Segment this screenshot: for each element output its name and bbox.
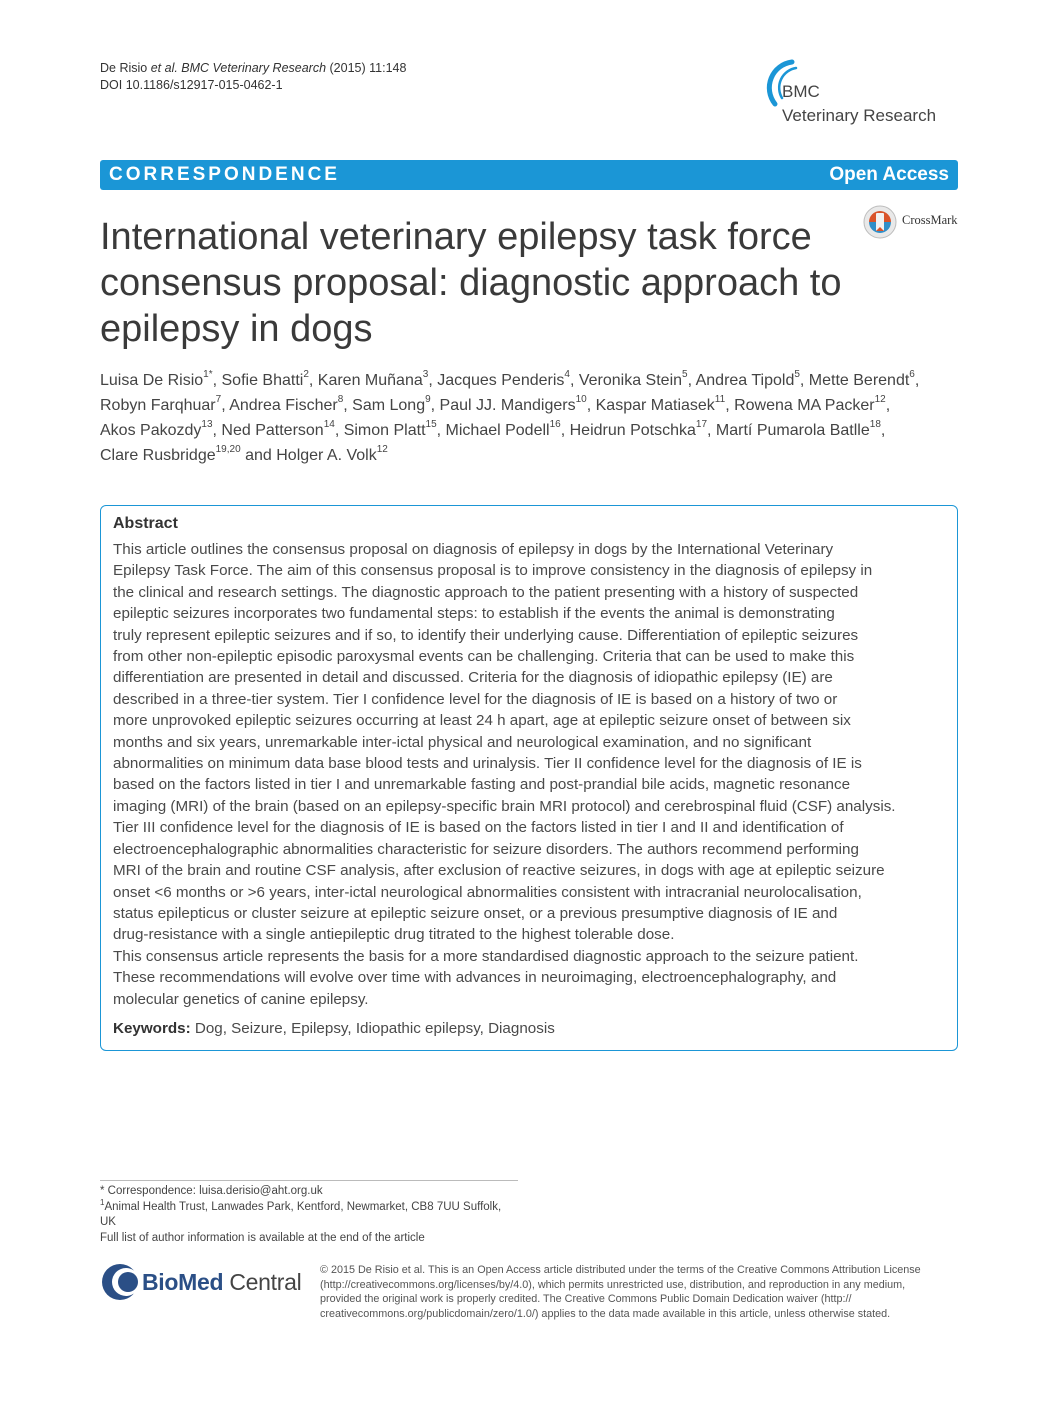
keywords-list: Dog, Seizure, Epilepsy, Idiopathic epilepsy, Diagnosis — [190, 1019, 555, 1037]
author-name[interactable]: Clare Rusbridge — [100, 447, 216, 464]
biomed-central-wordmark — [142, 1269, 301, 1296]
author-name[interactable]: Martí Pumarola Batlle — [715, 422, 870, 439]
keywords — [113, 1018, 945, 1039]
author-separator: , — [212, 372, 222, 389]
biomed-word: BioMed — [142, 1269, 224, 1295]
title-line: International veterinary epilepsy task force — [100, 216, 812, 258]
author-affiliation-number: 3 — [422, 368, 429, 380]
citation-journal: et al. BMC Veterinary Research — [150, 61, 327, 75]
author-separator: , — [560, 422, 570, 439]
affiliation-country: UK — [100, 1216, 116, 1228]
central-word: Central — [223, 1269, 302, 1295]
abstract-line: This consensus article represents the basis for a more standardised diagnostic approach to the seizure patient. — [113, 947, 859, 965]
abstract-line: from other non-epileptic episodic paroxysmal events can be challenging. Criteria that can be used to make this — [113, 648, 855, 666]
abstract-line: drug-resistance with a single antiepileptic drug titrated to the highest tolerable dose. — [113, 926, 675, 944]
author-affiliation-number: 16 — [549, 418, 561, 430]
author-separator: , — [586, 397, 596, 414]
author-separator: , — [428, 372, 438, 389]
author-affiliation-number: 7 — [215, 393, 222, 405]
author-separator: , — [914, 372, 920, 389]
author-separator: , — [343, 397, 353, 414]
doi[interactable]: DOI 10.1186/s12917-015-0462-1 — [100, 78, 283, 92]
abstract-line: electroencephalographic abnormalities characteristic for seizure disorders. The authors recommend performing — [113, 840, 859, 858]
journal-name: Veterinary Research — [782, 106, 937, 125]
license-line: © 2015 De Risio et al. This is an Open Access article distributed under the terms of the Creative Commons Attribution License — [320, 1264, 921, 1276]
author-separator: , — [799, 372, 809, 389]
author-separator: , — [885, 397, 891, 414]
author-name[interactable]: Kaspar Matiasek — [595, 397, 715, 414]
abstract-text — [113, 539, 945, 1010]
abstract-line: molecular genetics of canine epilepsy. — [113, 990, 369, 1008]
author-line — [100, 443, 970, 468]
affiliation-text: Animal Health Trust, Lanwades Park, Kentford, Newmarket, CB8 7UU Suffolk, — [104, 1200, 502, 1213]
affiliation-line — [100, 1197, 520, 1216]
author-name[interactable]: Ned Patterson — [221, 422, 324, 439]
author-name[interactable]: Luisa De Risio — [100, 372, 204, 389]
author-name[interactable]: Simon Platt — [343, 422, 426, 439]
author-affiliation-number: 5 — [794, 368, 800, 380]
author-separator: , — [880, 422, 886, 439]
citation-header — [100, 60, 406, 94]
author-affiliation-number: 17 — [695, 418, 708, 430]
author-name[interactable]: Rowena MA Packer — [734, 397, 875, 414]
author-separator: , — [430, 397, 440, 414]
correspondence-email[interactable]: * Correspondence: luisa.derisio@aht.org.uk — [100, 1185, 323, 1197]
author-name[interactable]: Karen Muñana — [317, 372, 423, 389]
license-line: creativecommons.org/publicdomain/zero/1.0/) applies to the data made available in this article, unless otherwise stated. — [320, 1307, 891, 1320]
abstract-line: status epilepticus or cluster seizure at epileptic seizure onset, or a previous presumptive diagnosis of IE and — [113, 904, 838, 922]
keywords-label: Keywords: — [113, 1019, 191, 1037]
author-affiliation-number: 1* — [203, 368, 213, 380]
author-separator: , — [687, 372, 696, 389]
author-name[interactable]: Heidrun Potschka — [569, 422, 696, 439]
footnotes — [100, 1184, 520, 1246]
abstract-line: based on the factors listed in tier I and unremarkable fasting and post-prandial bile acids, magnetic resonance — [113, 776, 851, 794]
abstract-line: described in a three-tier system. Tier I confidence level for the diagnosis of IE is based on a history of two or — [113, 690, 838, 708]
biomed-central-logo[interactable] — [100, 1262, 310, 1306]
author-separator: , — [212, 422, 222, 439]
author-affiliation-number: 14 — [323, 418, 335, 430]
abstract-line: abnormalities on minimum data base blood tests and urinalysis. Tier II confidence level for the diagnosis of IE is — [113, 755, 862, 773]
author-name[interactable]: Michael Podell — [445, 422, 550, 439]
author-separator: and — [240, 447, 277, 464]
abstract-line: more unprovoked epileptic seizures occurring at least 24 h apart, age at epileptic seizure onset of between six — [113, 712, 851, 730]
abstract-line: This article outlines the consensus proposal on diagnosis of epilepsy in dogs by the International Veterinary — [113, 541, 834, 558]
author-separator: , — [308, 372, 318, 389]
author-affiliation-number: 11 — [714, 393, 726, 405]
author-name[interactable]: Andrea Fischer — [229, 397, 338, 414]
author-line — [100, 418, 970, 443]
author-separator: , — [436, 422, 446, 439]
author-name[interactable]: Paul JJ. Mandigers — [439, 397, 576, 414]
citation-authors: De Risio — [100, 61, 148, 75]
author-affiliation-number: 8 — [337, 393, 344, 405]
author-affiliation-number: 4 — [564, 368, 570, 380]
author-separator: , — [725, 397, 735, 414]
author-affiliation-number: 10 — [575, 393, 587, 405]
author-name[interactable]: Robyn Farqhuar — [100, 397, 216, 414]
author-name[interactable]: Sofie Bhatti — [221, 372, 304, 389]
article-type: CORRESPONDENCE — [109, 164, 340, 185]
author-affiliation-number: 12 — [376, 443, 388, 455]
license-line: provided the original work is properly credited. The Creative Commons Public Domain Dedication waiver (http:// — [320, 1293, 852, 1306]
author-name[interactable]: Sam Long — [352, 397, 426, 414]
article-title — [100, 214, 890, 352]
abstract-line: differentiation are presented in detail and discussed. Criteria for the diagnosis of idiopathic epilepsy (IE) are — [113, 669, 833, 687]
abstract-line: MRI of the brain and routine CSF analysis, after exclusion of reactive seizures, in dogs with age at epileptic seizure — [113, 862, 885, 880]
author-line — [100, 368, 970, 393]
author-name[interactable]: Holger A. Volk — [276, 447, 377, 464]
author-separator: , — [221, 397, 230, 414]
abstract-line: These recommendations will evolve over time with advances in neuroimaging, electroencephalography, and — [113, 969, 837, 987]
author-name[interactable]: Veronika Stein — [578, 372, 683, 389]
author-name[interactable]: Akos Pakozdy — [100, 422, 202, 439]
open-access-label: Open Access — [829, 164, 949, 185]
author-affiliation-number: 9 — [425, 393, 431, 405]
footnote-divider — [100, 1180, 518, 1181]
title-line: consensus proposal: diagnostic approach to — [100, 262, 842, 304]
affiliation-number: 1 — [100, 1197, 105, 1207]
author-list — [100, 368, 970, 468]
abstract-line: imaging (MRI) of the brain (based on an epilepsy-specific brain MRI protocol) and cerebrospinal fluid (CSF) analysis. — [113, 797, 896, 815]
author-affiliation-number: 2 — [303, 368, 309, 380]
abstract-line: epileptic seizures incorporates two fundamental steps: to establish if the events the animal is demonstrating — [113, 605, 835, 623]
author-affiliation-number: 15 — [425, 418, 437, 430]
author-affiliation-number: 13 — [201, 418, 213, 430]
abstract-box — [100, 505, 958, 1051]
abstract-heading: Abstract — [113, 515, 178, 532]
author-affiliation-number: 18 — [869, 418, 881, 430]
citation-line — [100, 60, 406, 77]
author-name[interactable]: Jacques Penderis — [437, 372, 565, 389]
author-affiliation-number: 12 — [874, 393, 886, 405]
author-affiliation-number: 19,20 — [215, 443, 241, 455]
title-line: epilepsy in dogs — [100, 308, 373, 350]
crossmark-label: CrossMark — [902, 213, 958, 227]
abstract-line: the clinical and research settings. The diagnostic approach to the patient presenting with a history of suspected — [113, 583, 859, 601]
author-affiliation-number: 6 — [909, 368, 915, 380]
author-name[interactable]: Andrea Tipold — [695, 372, 795, 389]
abstract-line: months and six years, unremarkable inter-ictal physical and neurological examination, and no significant — [113, 733, 812, 751]
author-separator: , — [334, 422, 344, 439]
license-text — [320, 1263, 960, 1321]
author-info-note: Full list of author information is available at the end of the article — [100, 1231, 425, 1244]
abstract-line: Tier III confidence level for the diagnosis of IE is based on the factors listed in tier I and II and identification of — [113, 819, 844, 837]
abstract-line: Epilepsy Task Force. The aim of this consensus proposal is to improve consistency in the diagnosis of epilepsy in — [113, 562, 873, 580]
author-affiliation-number: 5 — [682, 368, 688, 380]
license-line: (http://creativecommons.org/licenses/by/4.0), which permits unrestricted use, distribution, and reproduction in any medium, — [320, 1278, 906, 1291]
author-line — [100, 393, 970, 418]
abstract-line: truly represent epileptic seizures and if so, to identify their underlying cause. Differentiation of epileptic seizures — [113, 626, 859, 644]
biomed-central-icon — [100, 1262, 140, 1302]
abstract-line: onset <6 months or >6 years, inter-ictal neurological abnormalities consistent with intracranial neurolocalisation, — [113, 883, 862, 901]
citation-volume: (2015) 11:148 — [326, 61, 407, 75]
article-type-banner — [100, 160, 958, 190]
author-name[interactable]: Mette Berendt — [808, 372, 910, 389]
author-separator: , — [569, 372, 579, 389]
journal-brand: BMC — [782, 82, 820, 101]
author-separator: , — [707, 422, 716, 439]
journal-logo[interactable] — [766, 58, 966, 138]
